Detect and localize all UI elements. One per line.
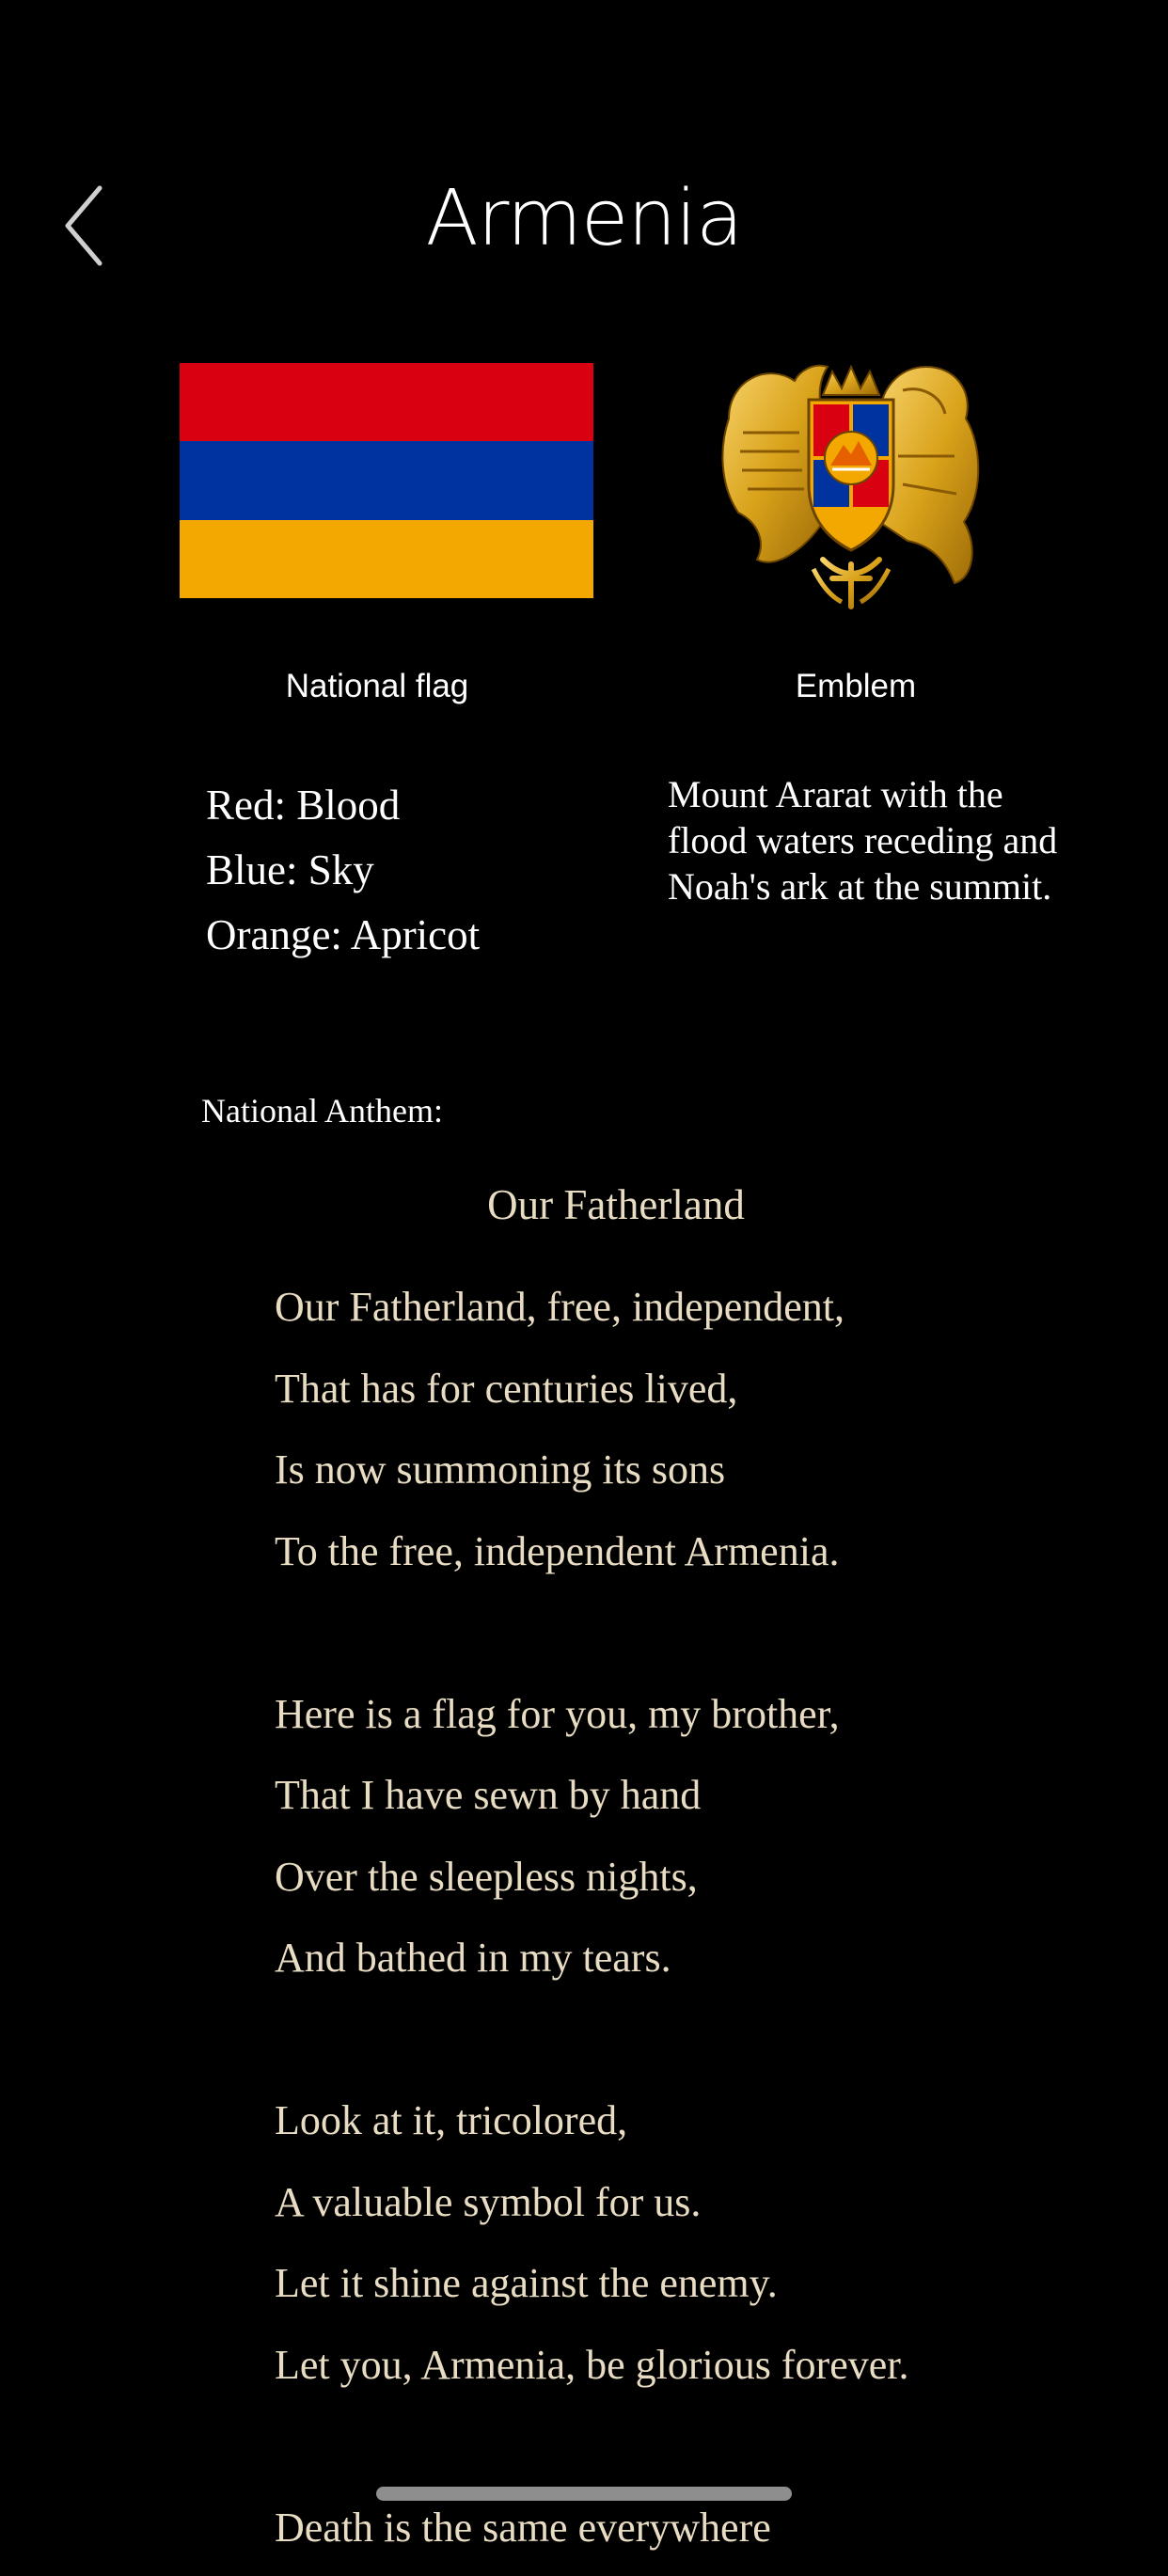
anthem-line: A valuable symbol for us. xyxy=(275,2170,908,2252)
anthem-line: Let you, Armenia, be glorious forever. xyxy=(275,2332,908,2414)
anthem-line: Is now summoning its sons xyxy=(275,1437,908,1519)
verse-gap xyxy=(275,2413,908,2495)
anthem-line: That I have sewn by hand xyxy=(275,1762,908,1844)
flag-stripe-red xyxy=(180,363,593,441)
emblem-caption: Emblem xyxy=(715,668,997,705)
anthem-title: Our Fatherland xyxy=(0,1180,1168,1229)
color-meaning-orange: Orange: Apricot xyxy=(206,903,480,968)
anthem-line: And bathed in my tears. xyxy=(275,1925,908,2007)
verse-gap xyxy=(275,1600,908,1682)
anthem-line: Death is the same everywhere xyxy=(275,2495,908,2576)
anthem-label: National Anthem: xyxy=(201,1091,443,1130)
flag-stripe-orange xyxy=(180,520,593,598)
anthem-line: To the free, independent Armenia. xyxy=(275,1519,908,1601)
national-flag xyxy=(180,363,593,598)
emblem-description: Mount Ararat with the flood waters receding and Noah's ark at the summit. xyxy=(668,771,1063,909)
anthem-line: That has for centuries lived, xyxy=(275,1356,908,1438)
color-meaning-blue: Blue: Sky xyxy=(206,838,480,903)
verse-gap xyxy=(275,2007,908,2089)
anthem-line: Our Fatherland, free, independent, xyxy=(275,1274,908,1356)
flag-color-meanings xyxy=(206,773,480,968)
anthem-line: Here is a flag for you, my brother, xyxy=(275,1682,908,1763)
anthem-line: Let it shine against the enemy. xyxy=(275,2251,908,2332)
anthem-line: Look at it, tricolored, xyxy=(275,2088,908,2170)
emblem-image xyxy=(710,343,992,625)
home-indicator[interactable] xyxy=(376,2487,792,2501)
anthem-line: Over the sleepless nights, xyxy=(275,1844,908,1926)
anthem-lyrics xyxy=(275,1274,908,2576)
color-meaning-red: Red: Blood xyxy=(206,773,480,838)
flag-stripe-blue xyxy=(180,441,593,519)
flag-caption: National flag xyxy=(180,668,575,705)
page-title: Armenia xyxy=(0,174,1168,263)
